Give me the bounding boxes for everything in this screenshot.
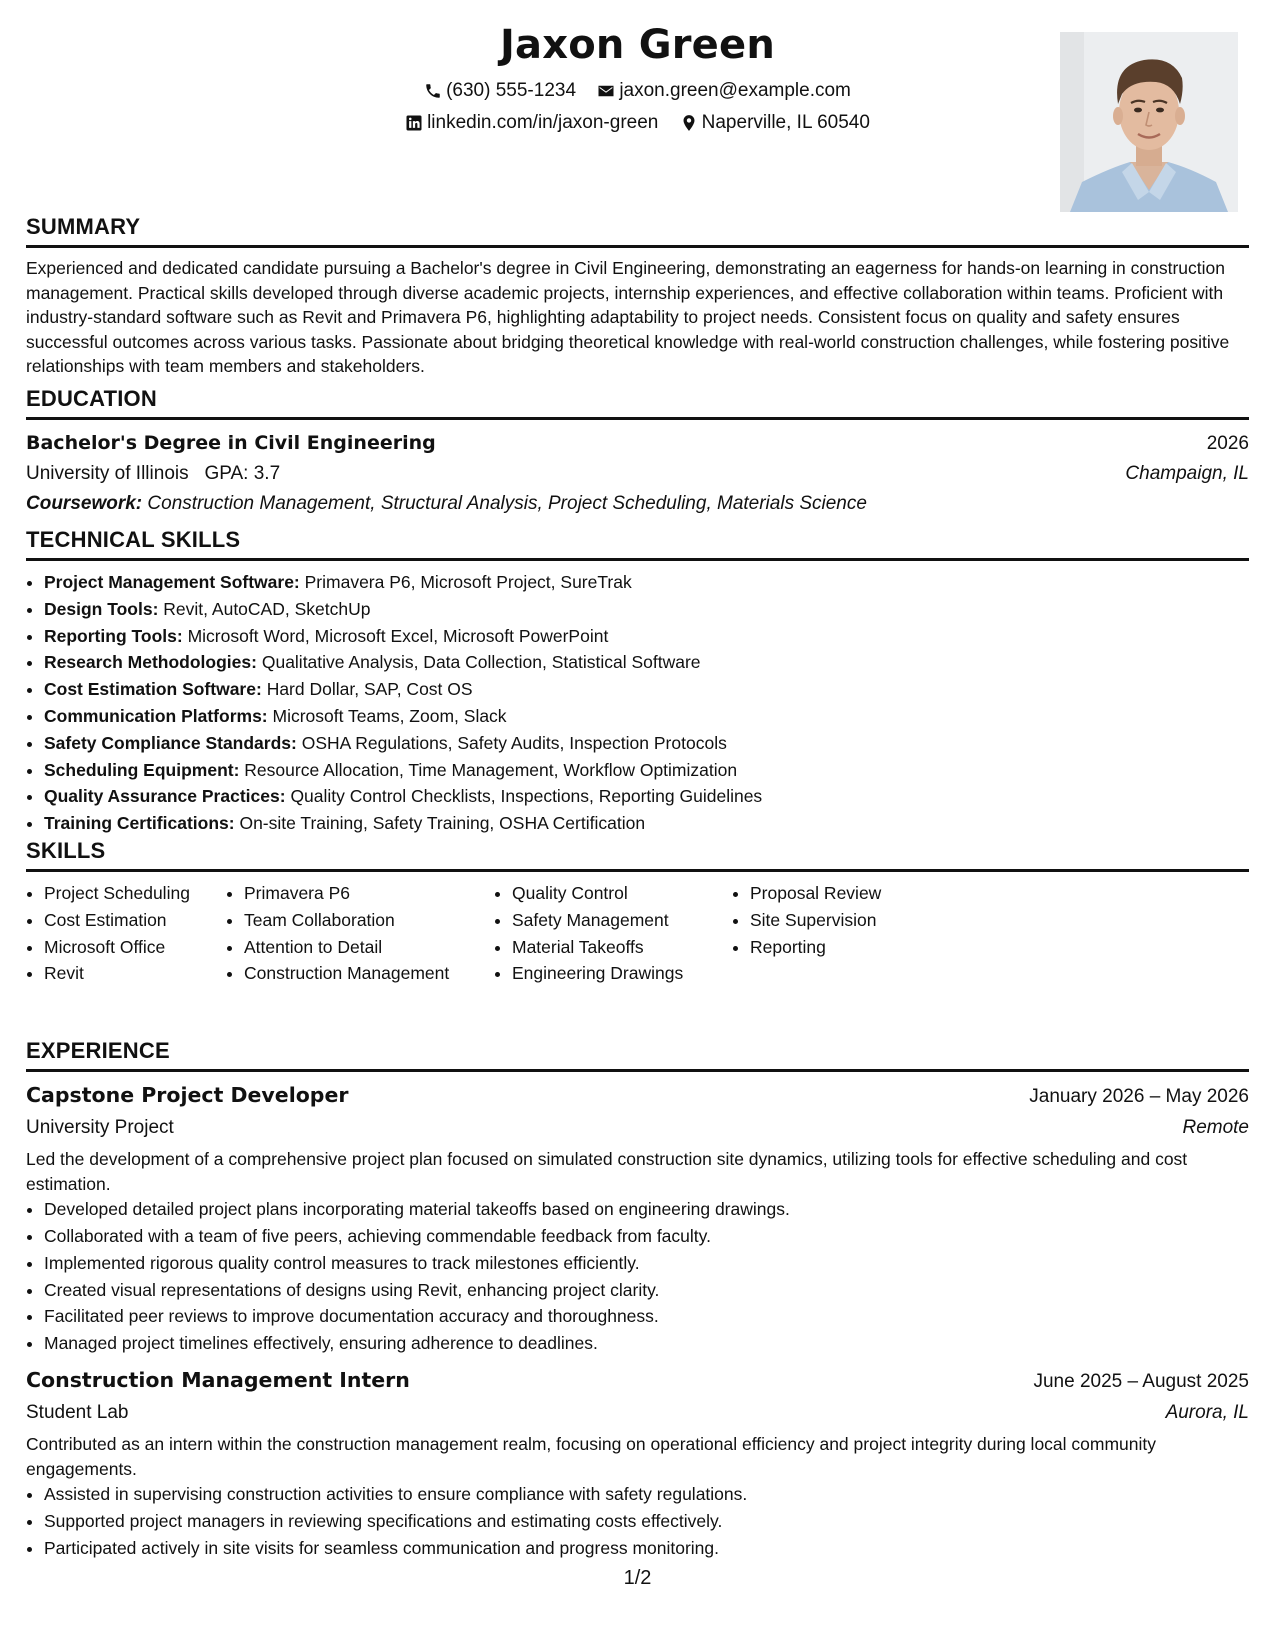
list-item bbox=[44, 649, 1249, 676]
skill-category: Reporting Tools: bbox=[44, 625, 183, 646]
skill-values: Hard Dollar, SAP, Cost OS bbox=[266, 679, 473, 700]
job-role: Capstone Project Developer bbox=[26, 1083, 349, 1107]
list-item: • Safety Management bbox=[512, 907, 732, 934]
gpa: GPA: 3.7 bbox=[204, 463, 281, 484]
coursework-list: Construction Management, Structural Analysis, Project Scheduling, Materials Science bbox=[147, 493, 867, 514]
list-item: • Assisted in supervising construction activities to ensure compliance with safety regulations. bbox=[44, 1481, 1249, 1508]
list-item: • Revit bbox=[44, 960, 226, 987]
map-pin-icon bbox=[680, 114, 698, 132]
school-name: University of Illinois bbox=[26, 463, 189, 484]
list-item: • Cost Estimation bbox=[44, 907, 226, 934]
skill-category: Quality Assurance Practices: bbox=[44, 786, 286, 807]
location-text: Naperville, IL 60540 bbox=[701, 112, 870, 133]
list-item: • Implemented rigorous quality control measures to track milestones efficiently. bbox=[44, 1250, 1249, 1277]
list-item bbox=[44, 783, 1249, 810]
phone-contact bbox=[424, 80, 576, 102]
profile-portrait-image bbox=[1060, 32, 1238, 212]
list-item: • Collaborated with a team of five peers, achieving commendable feedback from faculty. bbox=[44, 1223, 1249, 1250]
list-item bbox=[44, 676, 1249, 703]
envelope-icon bbox=[597, 82, 615, 100]
skill-values: Quality Control Checklists, Inspections, Reporting Guidelines bbox=[290, 786, 763, 807]
linkedin-url[interactable]: linkedin.com/in/jaxon-green bbox=[427, 112, 659, 133]
skills-column-1 bbox=[26, 880, 226, 987]
job-org-row bbox=[26, 1112, 1249, 1144]
summary-text: Experienced and dedicated candidate pursuing a Bachelor's degree in Civil Engineering, demonstrating an eagerness for hands-on learning in construction management. Practical skills developed through diverse academic projects, internship experiences, and effective collaboration within teams. Proficient with industry-standard software such as Revit and Primavera P6, highlighting adaptability to project needs. Consistent focus on quality and safety ensures successful outcomes across various tasks. Passionate about bridging theoretical knowledge with real-world construction challenges, while fostering positive relationships with team members and stakeholders. bbox=[26, 258, 1230, 377]
list-item bbox=[44, 596, 1249, 623]
graduation-year: 2026 bbox=[1206, 433, 1249, 454]
technical-skills-list bbox=[26, 569, 1249, 837]
list-item: • Project Scheduling bbox=[44, 880, 226, 907]
skills-grid bbox=[26, 880, 1249, 987]
profile-photo bbox=[1060, 32, 1238, 212]
email-address[interactable]: jaxon.green@example.com bbox=[619, 80, 851, 101]
school-location: Champaign, IL bbox=[1125, 463, 1249, 484]
experience-heading: EXPERIENCE bbox=[26, 1038, 1249, 1072]
skills-column-4 bbox=[732, 880, 950, 987]
list-item: • Reporting bbox=[750, 934, 950, 961]
linkedin-icon bbox=[405, 114, 423, 132]
list-item bbox=[44, 569, 1249, 596]
skill-values: Microsoft Teams, Zoom, Slack bbox=[272, 705, 507, 726]
job-title-row bbox=[26, 1365, 1249, 1397]
skill-values: OSHA Regulations, Safety Audits, Inspection Protocols bbox=[301, 732, 727, 753]
education-heading: EDUCATION bbox=[26, 386, 1249, 420]
list-item: • Developed detailed project plans incorporating material takeoffs based on engineering drawings. bbox=[44, 1196, 1249, 1223]
list-item: • Supported project managers in reviewing specifications and estimating costs effectively. bbox=[44, 1508, 1249, 1535]
skill-category: Training Certifications: bbox=[44, 813, 235, 834]
list-item: • Created visual representations of designs using Revit, enhancing project clarity. bbox=[44, 1277, 1249, 1304]
skill-category: Design Tools: bbox=[44, 598, 159, 619]
list-item: • Managed project timelines effectively, ensuring adherence to deadlines. bbox=[44, 1330, 1249, 1357]
skills-column-2 bbox=[226, 880, 494, 987]
skill-values: On-site Training, Safety Training, OSHA Certification bbox=[239, 813, 646, 834]
location-contact bbox=[680, 112, 870, 134]
skill-values: Primavera P6, Microsoft Project, SureTrak bbox=[304, 572, 632, 592]
degree-name: Bachelor's Degree in Civil Engineering bbox=[26, 432, 436, 454]
email-contact bbox=[597, 80, 851, 102]
list-item: • Participated actively in site visits for seamless communication and progress monitoring. bbox=[44, 1535, 1249, 1562]
list-item: • Construction Management bbox=[244, 960, 494, 987]
list-item: • Proposal Review bbox=[750, 880, 950, 907]
skill-category: Communication Platforms: bbox=[44, 705, 268, 726]
job-description: Led the development of a comprehensive project plan focused on simulated construction site dynamics, utilizing tools for effective scheduling and cost estimation. bbox=[26, 1149, 1188, 1194]
job-dates: January 2026 – May 2026 bbox=[1029, 1086, 1249, 1107]
job-organization: Student Lab bbox=[26, 1401, 129, 1423]
summary-heading: SUMMARY bbox=[26, 214, 1249, 248]
skill-values: Resource Allocation, Time Management, Workflow Optimization bbox=[244, 759, 738, 780]
phone-icon bbox=[424, 82, 442, 100]
list-item: • Quality Control bbox=[512, 880, 732, 907]
list-item bbox=[44, 730, 1249, 757]
job-role: Construction Management Intern bbox=[26, 1367, 410, 1392]
list-item: • Engineering Drawings bbox=[512, 960, 732, 987]
list-item: • Attention to Detail bbox=[244, 934, 494, 961]
job-entry-1 bbox=[26, 1080, 1249, 1357]
job-dates: June 2025 – August 2025 bbox=[1033, 1370, 1249, 1392]
job-org-row bbox=[26, 1397, 1249, 1429]
list-item: • Material Takeoffs bbox=[512, 934, 732, 961]
skill-category: Scheduling Equipment: bbox=[44, 759, 240, 780]
skill-category: Research Methodologies: bbox=[44, 652, 257, 673]
page-number: 1/2 bbox=[623, 1567, 652, 1589]
skill-category: Cost Estimation Software: bbox=[44, 679, 262, 700]
skill-category: Safety Compliance Standards: bbox=[44, 732, 297, 753]
skills-section bbox=[26, 838, 1249, 987]
technical-skills-heading: TECHNICAL SKILLS bbox=[26, 527, 1249, 561]
list-item bbox=[44, 757, 1249, 784]
skills-heading: SKILLS bbox=[26, 838, 1249, 872]
list-item: • Facilitated peer reviews to improve documentation accuracy and thoroughness. bbox=[44, 1303, 1249, 1330]
job-location: Remote bbox=[1182, 1117, 1249, 1138]
job-title-row bbox=[26, 1080, 1249, 1112]
school-info bbox=[26, 459, 280, 489]
list-item: • Microsoft Office bbox=[44, 934, 226, 961]
skill-values: Revit, AutoCAD, SketchUp bbox=[163, 598, 371, 619]
experience-section bbox=[26, 1038, 1249, 1562]
linkedin-contact bbox=[405, 112, 658, 134]
candidate-name: Jaxon Green bbox=[499, 22, 776, 68]
list-item: • Team Collaboration bbox=[244, 907, 494, 934]
education-school-row bbox=[26, 459, 1249, 489]
job-location: Aurora, IL bbox=[1165, 1401, 1249, 1423]
job-bullets bbox=[26, 1196, 1249, 1357]
skills-column-3 bbox=[494, 880, 732, 987]
education-degree-row bbox=[26, 428, 1249, 459]
summary-section bbox=[26, 214, 1249, 379]
coursework-row bbox=[26, 489, 1249, 519]
list-item bbox=[44, 810, 1249, 837]
list-item: • Primavera P6 bbox=[244, 880, 494, 907]
job-bullets bbox=[26, 1481, 1249, 1561]
phone-number[interactable]: (630) 555-1234 bbox=[446, 80, 577, 101]
skill-values: Qualitative Analysis, Data Collection, Statistical Software bbox=[261, 652, 701, 673]
skill-values: Microsoft Word, Microsoft Excel, Microsoft PowerPoint bbox=[187, 625, 609, 646]
job-entry-2 bbox=[26, 1365, 1249, 1562]
list-item bbox=[44, 703, 1249, 730]
list-item bbox=[44, 623, 1249, 650]
list-item: • Site Supervision bbox=[750, 907, 950, 934]
skill-category: Project Management Software: bbox=[44, 572, 300, 592]
technical-skills-section bbox=[26, 527, 1249, 837]
education-section bbox=[26, 386, 1249, 519]
coursework-label: Coursework: bbox=[26, 493, 143, 514]
job-description: Contributed as an intern within the construction management realm, focusing on operational efficiency and project integrity during local community engagements. bbox=[26, 1433, 1157, 1479]
job-organization: University Project bbox=[26, 1117, 174, 1138]
